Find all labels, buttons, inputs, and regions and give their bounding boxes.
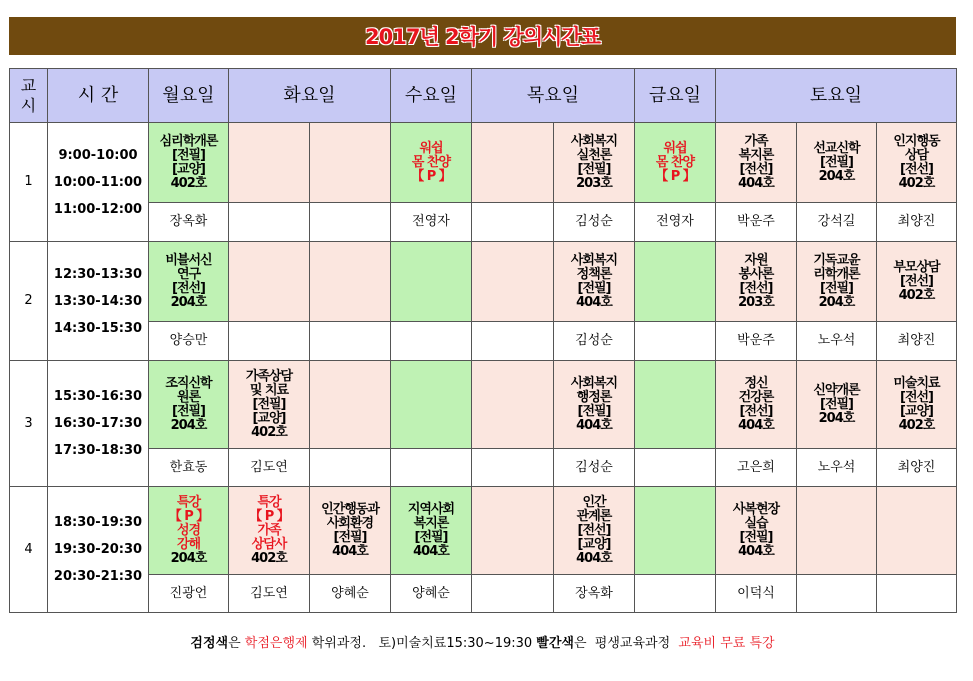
instructor-name: 양승만 (149, 322, 229, 361)
course-line: 404호 (576, 550, 612, 566)
course-line: [전선] (739, 403, 773, 419)
instructor-name: 최양진 (877, 203, 957, 242)
instructor-name: 한효동 (149, 449, 229, 487)
course-cell[interactable] (391, 487, 472, 575)
course-line: [전필] (172, 147, 205, 163)
course-line: [전필] (252, 396, 286, 412)
course-line: [전선] (739, 280, 773, 296)
course-cell[interactable] (554, 361, 635, 449)
course-cell[interactable] (472, 123, 554, 203)
instructor-row (10, 575, 957, 613)
course-line: 몸 찬양 (411, 154, 451, 170)
course-line: 원론 (176, 389, 201, 405)
course-line: 인간행동과 (321, 501, 379, 517)
course-line: 가족상담 (245, 368, 293, 384)
course-line: 건강론 (738, 389, 774, 405)
course-line: 402호 (251, 550, 287, 566)
period-row (10, 242, 957, 322)
course-cell[interactable] (877, 242, 957, 322)
course-cell[interactable] (716, 361, 797, 449)
course-line: 203호 (738, 294, 774, 310)
legend-black-label: 검정색 (190, 635, 229, 651)
header-day-tue: 화요일 (229, 69, 391, 123)
course-cell[interactable] (472, 242, 554, 322)
course-cell[interactable] (877, 487, 957, 575)
course-line: 204호 (818, 410, 855, 426)
course-cell[interactable] (635, 123, 716, 203)
course-cell[interactable] (716, 487, 797, 575)
course-line: 정책론 (576, 266, 612, 282)
instructor-name: 이덕식 (716, 575, 797, 613)
header-day-fri: 금요일 (635, 69, 716, 123)
instructor-name: 장옥화 (149, 203, 229, 242)
course-line: [교양] (172, 161, 205, 177)
course-cell[interactable] (149, 123, 229, 203)
course-cell[interactable] (391, 123, 472, 203)
course-line: 특강 (257, 494, 281, 510)
course-cell[interactable] (877, 361, 957, 449)
course-line: 사복현장 (732, 501, 780, 517)
course-line: 404호 (332, 543, 368, 559)
course-line: [전필] (577, 280, 611, 296)
course-line: 강해 (176, 536, 201, 552)
course-line: 행정론 (576, 389, 612, 405)
course-line: 【 P 】 (655, 168, 695, 184)
course-line: 신약개론 (813, 382, 860, 398)
course-line: 204호 (818, 294, 855, 310)
course-line: 상담 (904, 147, 929, 163)
legend-text-2: 학위과정. 토)미술치료15:30~19:30 (307, 635, 537, 651)
time-slot: 12:30-13:30 (53, 266, 143, 282)
course-line: 404호 (738, 417, 774, 433)
instructor-row (10, 322, 957, 361)
course-line: [전필] (820, 396, 853, 412)
course-line: 사회복지 (570, 375, 618, 391)
instructor-name (229, 203, 310, 242)
course-line: 204호 (170, 417, 207, 433)
course-line: [교양] (900, 403, 933, 419)
instructor-name: 최양진 (877, 449, 957, 487)
header-period: 교 시 (10, 69, 48, 123)
course-line: [전선] (739, 161, 773, 177)
course-line: 404호 (576, 294, 612, 310)
period-number: 3 (10, 361, 48, 487)
legend-footer (10, 614, 955, 668)
period-times (48, 487, 149, 613)
course-line: [전필] (414, 529, 448, 545)
course-cell[interactable] (472, 487, 554, 575)
course-line: 402호 (251, 424, 287, 440)
instructor-name: 장옥화 (554, 575, 635, 613)
course-cell[interactable] (229, 242, 310, 322)
course-cell[interactable] (797, 123, 877, 203)
course-cell[interactable] (149, 487, 229, 575)
course-line: 성경 (176, 522, 201, 538)
course-line: 204호 (170, 550, 207, 566)
course-line: [전필] (577, 161, 611, 177)
page-title: 2017년 2학기 강의시간표 (365, 25, 600, 49)
time-slot: 20:30-21:30 (53, 569, 143, 584)
instructor-name (635, 322, 716, 361)
course-line: 몸 찬양 (655, 154, 695, 170)
course-line: [교양] (252, 410, 286, 426)
course-line: 비블서신 (165, 252, 212, 268)
title-bar (9, 17, 956, 55)
course-line: 402호 (170, 175, 207, 191)
course-line: 실습 (744, 515, 768, 531)
period-times (48, 123, 149, 242)
course-line: 사회환경 (326, 515, 374, 531)
instructor-name: 양혜순 (310, 575, 391, 613)
course-line: 402호 (898, 417, 935, 433)
instructor-name: 노우석 (797, 322, 877, 361)
course-line: 203호 (576, 175, 612, 191)
course-line: 복지론 (738, 147, 774, 163)
instructor-name (635, 449, 716, 487)
course-cell[interactable] (149, 242, 229, 322)
course-cell[interactable] (554, 242, 635, 322)
instructor-name (310, 449, 391, 487)
period-number: 4 (10, 487, 48, 613)
course-cell[interactable] (149, 361, 229, 449)
instructor-name: 고은희 (716, 449, 797, 487)
course-cell[interactable] (472, 361, 554, 449)
instructor-name: 박운주 (716, 322, 797, 361)
instructor-name (797, 575, 877, 613)
course-line: 【 P 】 (249, 508, 289, 524)
course-line: 기독교윤 (813, 252, 860, 268)
course-line: 404호 (738, 175, 774, 191)
course-line: 워쉽 (419, 140, 443, 156)
course-line: 워쉽 (663, 140, 687, 156)
course-line: 부모상담 (893, 259, 940, 275)
instructor-name: 노우석 (797, 449, 877, 487)
course-cell[interactable] (797, 487, 877, 575)
course-cell[interactable] (310, 123, 391, 203)
instructor-name (310, 322, 391, 361)
course-line: 【 P 】 (411, 168, 451, 184)
period-row (10, 487, 957, 575)
course-line: [전필] (820, 280, 853, 296)
header-day-sat: 토요일 (716, 69, 957, 123)
course-line: 관계론 (576, 508, 612, 524)
course-line: 리학개론 (813, 266, 860, 282)
course-line: [전필] (739, 529, 773, 545)
period-number: 2 (10, 242, 48, 361)
course-line: 조직신학 (165, 375, 212, 391)
course-cell[interactable] (797, 361, 877, 449)
course-line: [전필] (333, 529, 367, 545)
course-line: 가족 (257, 522, 281, 538)
header-row (10, 69, 957, 123)
course-line: 미술치료 (893, 375, 940, 391)
time-slot: 18:30-19:30 (53, 515, 143, 530)
course-line: 사회복지 (570, 133, 618, 149)
course-line: 인지행동 (893, 133, 940, 149)
course-line: 404호 (738, 543, 774, 559)
course-line: 204호 (818, 168, 855, 184)
course-line: 402호 (898, 287, 935, 303)
time-slot: 9:00-10:00 (58, 147, 138, 163)
course-cell[interactable] (716, 123, 797, 203)
course-line: 및 치료 (249, 382, 289, 398)
instructor-name (391, 449, 472, 487)
course-line: [전선] (900, 161, 933, 177)
instructor-name: 양혜순 (391, 575, 472, 613)
instructor-name (310, 203, 391, 242)
legend-credit-bank: 학점은행제 (244, 635, 308, 651)
course-cell[interactable] (797, 242, 877, 322)
instructor-name (877, 575, 957, 613)
course-line: 정신 (744, 375, 768, 391)
course-line: 상담사 (251, 536, 287, 552)
header-day-mon: 월요일 (149, 69, 229, 123)
instructor-name: 진광언 (149, 575, 229, 613)
course-line: [전필] (820, 154, 853, 170)
instructor-name: 강석길 (797, 203, 877, 242)
course-cell[interactable] (716, 242, 797, 322)
course-cell[interactable] (310, 242, 391, 322)
course-cell[interactable] (229, 361, 310, 449)
instructor-name: 김성순 (554, 203, 635, 242)
course-line: 404호 (413, 543, 449, 559)
header-day-wed: 수요일 (391, 69, 472, 123)
course-line: 지역사회 (407, 501, 455, 517)
course-line: 연구 (176, 266, 201, 282)
instructor-name: 전영자 (635, 203, 716, 242)
instructor-name: 김도연 (229, 575, 310, 613)
instructor-name: 최양진 (877, 322, 957, 361)
course-line: 선교신학 (813, 140, 860, 156)
course-cell[interactable] (391, 361, 472, 449)
period-times (48, 242, 149, 361)
period-number: 1 (10, 123, 48, 242)
course-cell[interactable] (310, 487, 391, 575)
time-slot: 13:30-14:30 (53, 293, 143, 309)
time-slot: 15:30-16:30 (53, 389, 143, 404)
legend-free-lecture: 교육비 무료 특강 (678, 635, 775, 651)
course-cell[interactable] (635, 487, 716, 575)
course-cell[interactable] (877, 123, 957, 203)
course-cell[interactable] (229, 487, 310, 575)
time-slot: 11:00-12:00 (53, 201, 143, 217)
legend-text-3: 은 평생교육과정 (573, 635, 679, 651)
course-line: 실천론 (576, 147, 612, 163)
instructor-name (391, 322, 472, 361)
course-line: 사회복지 (570, 252, 618, 268)
instructor-name (635, 575, 716, 613)
course-line: [전필] (577, 403, 611, 419)
course-cell[interactable] (554, 487, 635, 575)
time-slot: 17:30-18:30 (53, 443, 143, 458)
time-slot: 14:30-15:30 (53, 320, 143, 336)
timetable (9, 68, 957, 613)
instructor-row (10, 449, 957, 487)
instructor-name (472, 203, 554, 242)
course-line: 【 P 】 (168, 508, 209, 524)
legend-text-1: 은 (228, 635, 245, 651)
instructor-name: 박운주 (716, 203, 797, 242)
period-row (10, 361, 957, 449)
time-slot: 19:30-20:30 (53, 542, 143, 557)
course-line: 특강 (176, 494, 201, 510)
course-line: 가족 (744, 133, 768, 149)
course-line: [전필] (172, 403, 205, 419)
course-line: 자원 (744, 252, 768, 268)
course-cell[interactable] (229, 123, 310, 203)
instructor-name: 김도연 (229, 449, 310, 487)
course-line: 봉사론 (738, 266, 774, 282)
legend-red-label: 빨간색 (536, 635, 574, 651)
period-times (48, 361, 149, 487)
time-slot: 16:30-17:30 (53, 416, 143, 431)
course-cell[interactable] (635, 361, 716, 449)
course-cell[interactable] (391, 242, 472, 322)
course-cell[interactable] (554, 123, 635, 203)
period-row (10, 123, 957, 203)
course-cell[interactable] (635, 242, 716, 322)
course-line: [교양] (577, 536, 611, 552)
course-cell[interactable] (310, 361, 391, 449)
course-line: [전선] (577, 522, 611, 538)
course-line: 복지론 (413, 515, 449, 531)
instructor-name: 김성순 (554, 449, 635, 487)
course-line: 402호 (898, 175, 935, 191)
course-line: 204호 (170, 294, 207, 310)
instructor-name (229, 322, 310, 361)
course-line: [전선] (900, 273, 933, 289)
course-line: [전선] (172, 280, 205, 296)
course-line: 인간 (582, 494, 606, 510)
instructor-name (472, 575, 554, 613)
header-time: 시 간 (48, 69, 149, 123)
instructor-name: 전영자 (391, 203, 472, 242)
time-slot: 10:00-11:00 (53, 174, 143, 190)
instructor-name: 김성순 (554, 322, 635, 361)
course-line: 404호 (576, 417, 612, 433)
instructor-name (472, 322, 554, 361)
header-day-thu: 목요일 (472, 69, 635, 123)
instructor-row (10, 203, 957, 242)
course-line: 심리학개론 (159, 133, 218, 149)
course-line: [전선] (900, 389, 933, 405)
instructor-name (472, 449, 554, 487)
